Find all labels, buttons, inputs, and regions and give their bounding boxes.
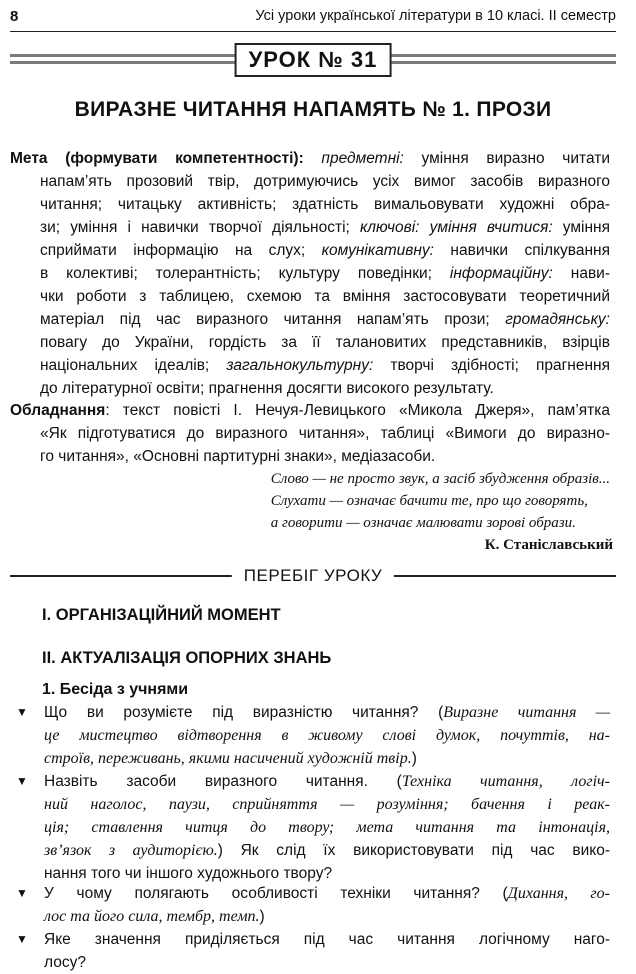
book-title: Усі уроки української літератури в 10 класі. ІІ семестр	[255, 8, 616, 24]
text-run: ) Як слід їх використовувати під час вико-	[217, 842, 610, 859]
question-line	[16, 724, 610, 747]
equipment-label: Обладнання	[10, 402, 106, 419]
goal-line	[10, 193, 610, 216]
triangle-bullet-icon: ▼	[16, 932, 28, 946]
text-run: сприймати інформацію на слух;	[40, 242, 322, 259]
text-run: навички спілкування	[433, 242, 611, 259]
text-run: в колективі; толерантність; культуру поведінки;	[40, 265, 450, 282]
triangle-bullet-icon: ▼	[16, 774, 28, 788]
goal-line	[10, 354, 610, 377]
italic-term: ключові: уміння вчитися:	[359, 219, 553, 236]
running-header	[10, 5, 616, 32]
triangle-bullet-icon: ▼	[16, 886, 28, 900]
text-run: У чому полягають особливості техніки читання? (	[44, 885, 508, 902]
italic-term: предметні:	[321, 150, 404, 167]
text-run: : текст повісті І. Нечуя-Левицького «Микола Джеря», пам’ятка	[105, 402, 610, 419]
question-item	[16, 928, 610, 974]
course-divider	[10, 566, 616, 586]
question-line	[16, 951, 610, 974]
epigraph-author: К. Станіславський	[484, 537, 613, 553]
italic-term: це мистецтво відтворення в живому слові думок, почуттів, на-	[44, 727, 610, 744]
equipment-line	[10, 422, 610, 445]
goal-line	[10, 285, 610, 308]
text-run: лосу?	[44, 954, 86, 971]
italic-term: ція; ставлення читця до твору; мета читання та інтонація,	[44, 819, 610, 836]
text-run: Яке значення приділяється під час читання логічному наго-	[44, 931, 610, 948]
question-item	[16, 701, 610, 770]
question-line	[16, 816, 610, 839]
goal-line	[10, 262, 610, 285]
text-run: до літературної освіти; прагнення досягти високого результату.	[40, 380, 494, 397]
goal-line	[10, 147, 610, 170]
lesson-number: УРОК № 31	[235, 43, 392, 77]
epigraph-text	[271, 468, 610, 534]
lesson-title: ВИРАЗНЕ ЧИТАННЯ НАПАМЯТЬ № 1. ПРОЗИ	[74, 98, 552, 121]
course-heading: ПЕРЕБІГ УРОКУ	[232, 566, 394, 586]
italic-term: Дихання, го-	[507, 885, 610, 902]
text-run: нання того чи іншого художнього твору?	[44, 865, 333, 882]
italic-term: загальнокультурну:	[226, 357, 374, 374]
question-item	[16, 882, 610, 928]
equipment-line	[10, 445, 610, 468]
question-line	[16, 882, 610, 905]
text-run: «Як підготуватися до виразного читання», таблиці «Вимоги до виразно-	[40, 425, 610, 442]
equipment-line	[10, 399, 610, 422]
text-run: нави-	[552, 265, 610, 282]
italic-term: строїв, переживань, якими насичений художній твір.	[44, 750, 412, 767]
epigraph	[270, 468, 613, 556]
epigraph-line: Слово — не просто звук, а засіб збудження образів...	[270, 471, 610, 487]
question-line	[16, 747, 610, 770]
text-run: повагу до України, гордість за її талановитих представників, взірців	[40, 334, 610, 351]
goal-line	[10, 170, 610, 193]
subsection-conversation: 1. Бесіда з учнями	[42, 681, 189, 698]
text-run: Що ви розумієте під виразністю читання? (	[44, 704, 444, 721]
italic-term: громадянську:	[505, 311, 610, 328]
section-actualization: II. АКТУАЛІЗАЦІЯ ОПОРНИХ ЗНАНЬ	[42, 649, 332, 667]
italic-term: комунікативну:	[321, 242, 434, 259]
text-run: національних ідеалів;	[40, 357, 227, 374]
text-run: чки роботи з таблицею, схемою та вміння застосовувати теоретичний	[40, 288, 610, 305]
text-run: уміння виразно читати	[403, 150, 610, 167]
question-line	[16, 839, 610, 862]
goal-line	[10, 239, 610, 262]
goal-label: Мета (формувати компетентності):	[10, 150, 322, 167]
text-run: )	[411, 750, 417, 767]
goal-line	[10, 331, 610, 354]
question-item	[16, 770, 610, 885]
text-run: творчі здібності; прагнення	[373, 357, 610, 374]
italic-term: інформаційну:	[449, 265, 553, 282]
page-number: 8	[10, 8, 19, 25]
text-run: )	[259, 908, 265, 925]
italic-term: зв’язок з аудиторією.	[44, 842, 218, 859]
question-line	[16, 770, 610, 793]
text-run: зи; уміння і навички творчої діяльності;	[40, 219, 360, 236]
question-line	[16, 905, 610, 928]
epigraph-line: а говорити — означає малювати зорові образи.	[270, 515, 576, 531]
question-line	[16, 701, 610, 724]
goal-line	[10, 308, 610, 331]
italic-term: ний наголос, паузи, сприйняття — розуміння; бачення і реак-	[44, 796, 610, 813]
text-run: напам’ять прозовий твір, дотримуючись усіх вимог засобів виразного	[40, 173, 610, 190]
text-run: матеріал під час виразного читання напам’ять прози;	[40, 311, 506, 328]
text-run: уміння	[552, 219, 610, 236]
goal-line	[10, 216, 610, 239]
goal-line	[10, 377, 610, 400]
question-line	[16, 928, 610, 951]
question-line	[16, 793, 610, 816]
lesson-equipment	[10, 399, 610, 468]
lesson-number-banner	[10, 43, 616, 83]
epigraph-line: Слухати — означає бачити те, про що говорять,	[270, 493, 588, 509]
italic-term: Техніка читання, логіч-	[401, 773, 610, 790]
italic-term: Виразне читання —	[443, 704, 610, 721]
text-run: читання; читацьку активність; здатність вимальовувати художні обра-	[40, 196, 610, 213]
text-run: го читання», «Основні партитурні знаки», медіазасоби.	[40, 448, 436, 465]
section-organizational: I. ОРГАНІЗАЦІЙНИЙ МОМЕНТ	[42, 606, 281, 624]
lesson-goal	[10, 147, 610, 400]
triangle-bullet-icon: ▼	[16, 705, 28, 719]
text-run: Назвіть засоби виразного читання. (	[44, 773, 402, 790]
italic-term: лос та його сила, тембр, темп.	[44, 908, 260, 925]
